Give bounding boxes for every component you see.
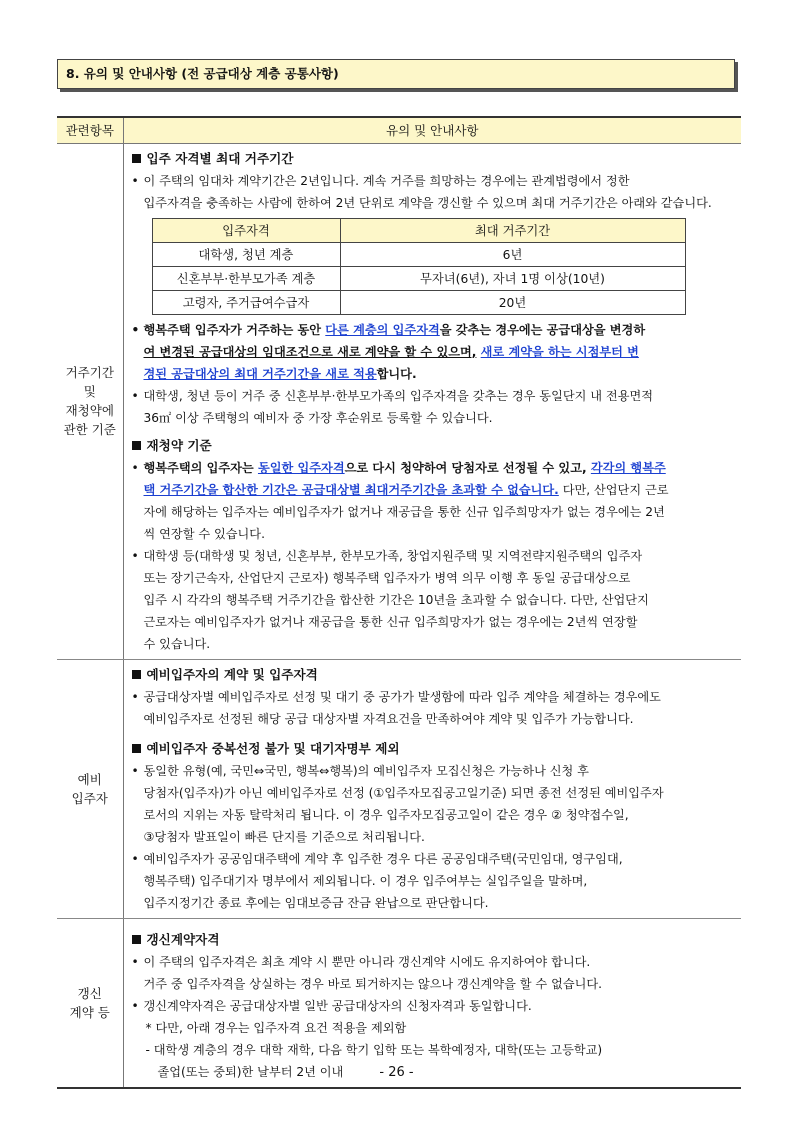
square-bullet-icon: [132, 441, 141, 450]
table-row-residence: [57, 143, 741, 659]
list-item: • 행복주택의 입주자는 동일한 입주자격으로 다시 청약하여 당첨자로 선정될 수 있고, 각각의 행복주 택 거주기간을 합산한 기간은 공급대상별 최대거주기간을 초과할 수 없습니다. 다만, 산업단지 근로 자에 해당하는 입주자는 예비입주자가 없거나 재공급을 통한 신규 입주희망자가 없는 경우에는 2년 씩 연장할 수 있습니다.: [132, 457, 738, 545]
square-bullet-icon: [132, 154, 141, 163]
category-renewal: 갱신 계약 등: [57, 918, 123, 1088]
bullet-icon: •: [131, 954, 139, 969]
table-row: 입주자격 최대 거주기간: [152, 218, 685, 242]
heading-reapply: 재청약 기준: [132, 435, 738, 457]
heading-renewal: 갱신계약자격: [132, 929, 738, 951]
bullet-icon: •: [131, 998, 139, 1013]
heading-reserve-duplicate: 예비입주자 중복선정 불가 및 대기자명부 제외: [132, 738, 738, 760]
list-item: • 공급대상자별 예비입주자로 선정 및 대기 중 공가가 발생함에 따라 입주 계약을 체결하는 경우에도 예비입주자로 선정된 해당 공급 대상자별 자격요건을 만족하여야 계약 및 입주가 가능합니다.: [132, 686, 738, 730]
notice-residence: [123, 143, 741, 659]
table-row-reserve: [57, 659, 741, 918]
square-bullet-icon: [132, 670, 141, 679]
note-student: - 대학생 계층의 경우 대학 재학, 다음 학기 입학 또는 복학예정자, 대학(또는 고등학교) 졸업(또는 중퇴)한 날부터 2년 이내: [145, 1042, 603, 1079]
category-residence: 거주기간 및 재청약에 관한 기준: [57, 143, 123, 659]
notice-reserve: [123, 659, 741, 918]
table-row-renewal: [57, 918, 741, 1088]
notice-table: [57, 116, 741, 1089]
list-item: • 행복주택 입주자가 거주하는 동안 다른 계층의 입주자격을 갖추는 경우에는 공급대상을 변경하 여 변경된 공급대상의 임대조건으로 새로 계약을 할 수 있으며, 새로 계약을 하는 시점부터 변 경된 공급대상의 최대 거주기간을 새로 적용합니다.: [132, 319, 738, 385]
square-bullet-icon: [132, 935, 141, 944]
notice-renewal: [123, 918, 741, 1088]
heading-reserve-contract: 예비입주자의 계약 및 입주자격: [132, 664, 738, 686]
bullet-icon: •: [131, 322, 140, 337]
bullet-icon: •: [131, 851, 139, 866]
list-item: • 대학생, 청년 등이 거주 중 신혼부부·한부모가족의 입주자격을 갖추는 경우 동일단지 내 전용면적 36㎡ 이상 주택형의 예비자 중 가장 후순위로 등록할 수 있습니다.: [132, 385, 738, 429]
square-bullet-icon: [132, 744, 141, 753]
bullet-icon: •: [131, 388, 139, 403]
note-exception: * 다만, 아래 경우는 입주자격 요건 적용을 제외함: [145, 1020, 407, 1035]
list-item: • 이 주택의 임대차 계약기간은 2년입니다. 계속 거주를 희망하는 경우에는 관계법령에서 정한 입주자격을 충족하는 사람에 한하여 2년 단위로 계약을 갱신할 수 있으며 최대 거주기간은 아래와 같습니다.: [132, 170, 738, 214]
list-item: • 갱신계약자격은 공급대상자별 일반 공급대상자의 신청자격과 동일합니다.: [132, 995, 738, 1017]
bullet-icon: •: [131, 548, 139, 563]
list-item: • 대학생 등(대학생 및 청년, 신혼부부, 한부모가족, 창업지원주택 및 지역전략지원주택의 입주자 또는 장기근속자, 산업단지 근로자) 행복주택 입주자가 병역 의무 이행 후 동일 공급대상으로 입주 시 각각의 행복주택 거주기간을 합산한 기간은 10년을 초과할 수 없습니다. 다만, 산업단지 근로자는 예비입주자가 없거나 재공급을 통한 신규 입주희망자가 없는 경우에는 2년씩 연장할 수 있습니다.: [132, 545, 738, 655]
list-item: • 이 주택의 입주자격은 최초 계약 시 뿐만 아니라 갱신계약 시에도 유지하여야 합니다. 거주 중 입주자격을 상실하는 경우 바로 퇴거하지는 않으나 갱신계약을 할 수 없습니다.: [132, 951, 738, 995]
column-header-notice: 유의 및 안내사항: [123, 117, 741, 143]
column-header-category: 관련항목: [57, 117, 123, 143]
section-title: 8. 유의 및 안내사항 (전 공급대상 계층 공통사항): [57, 59, 735, 89]
bullet-icon: •: [131, 763, 139, 778]
category-reserve: 예비 입주자: [57, 659, 123, 918]
heading-max-residence: 입주 자격별 최대 거주기간: [132, 148, 738, 170]
page-number: - 26 -: [379, 1065, 414, 1080]
bullet-icon: •: [131, 173, 139, 188]
bullet-icon: •: [131, 689, 139, 704]
table-row: 대학생, 청년 계층 6년: [152, 242, 685, 266]
list-item: • 동일한 유형(예, 국민⇔국민, 행복⇔행복)의 예비입주자 모집신청은 가능하나 신청 후 당첨자(입주자)가 아닌 예비입주자로 선정 (①입주자모집공고일기준) 되면 종전 선정된 예비입주자 로서의 지위는 자동 탈락처리 됩니다. 이 경우 입주자모집공고일이 같은 경우 ② 청약접수일, ③당첨자 발표일이 빠른 단지를 기준으로 처리됩니다.: [132, 760, 738, 848]
bullet-icon: •: [131, 460, 139, 475]
list-item: • 예비입주자가 공공임대주택에 계약 후 입주한 경우 다른 공공임대주택(국민임대, 영구임대, 행복주택) 입주대기자 명부에서 제외됩니다. 이 경우 입주여부는 실입주일을 말하며, 입주지정기간 종료 후에는 임대보증금 잔금 완납으로 판단합니다.: [132, 848, 738, 914]
table-row: 고령자, 주거급여수급자 20년: [152, 290, 685, 314]
table-row: 신혼부부·한부모가족 계층 무자녀(6년), 자녀 1명 이상(10년): [152, 266, 685, 290]
max-residence-table: [152, 218, 686, 315]
